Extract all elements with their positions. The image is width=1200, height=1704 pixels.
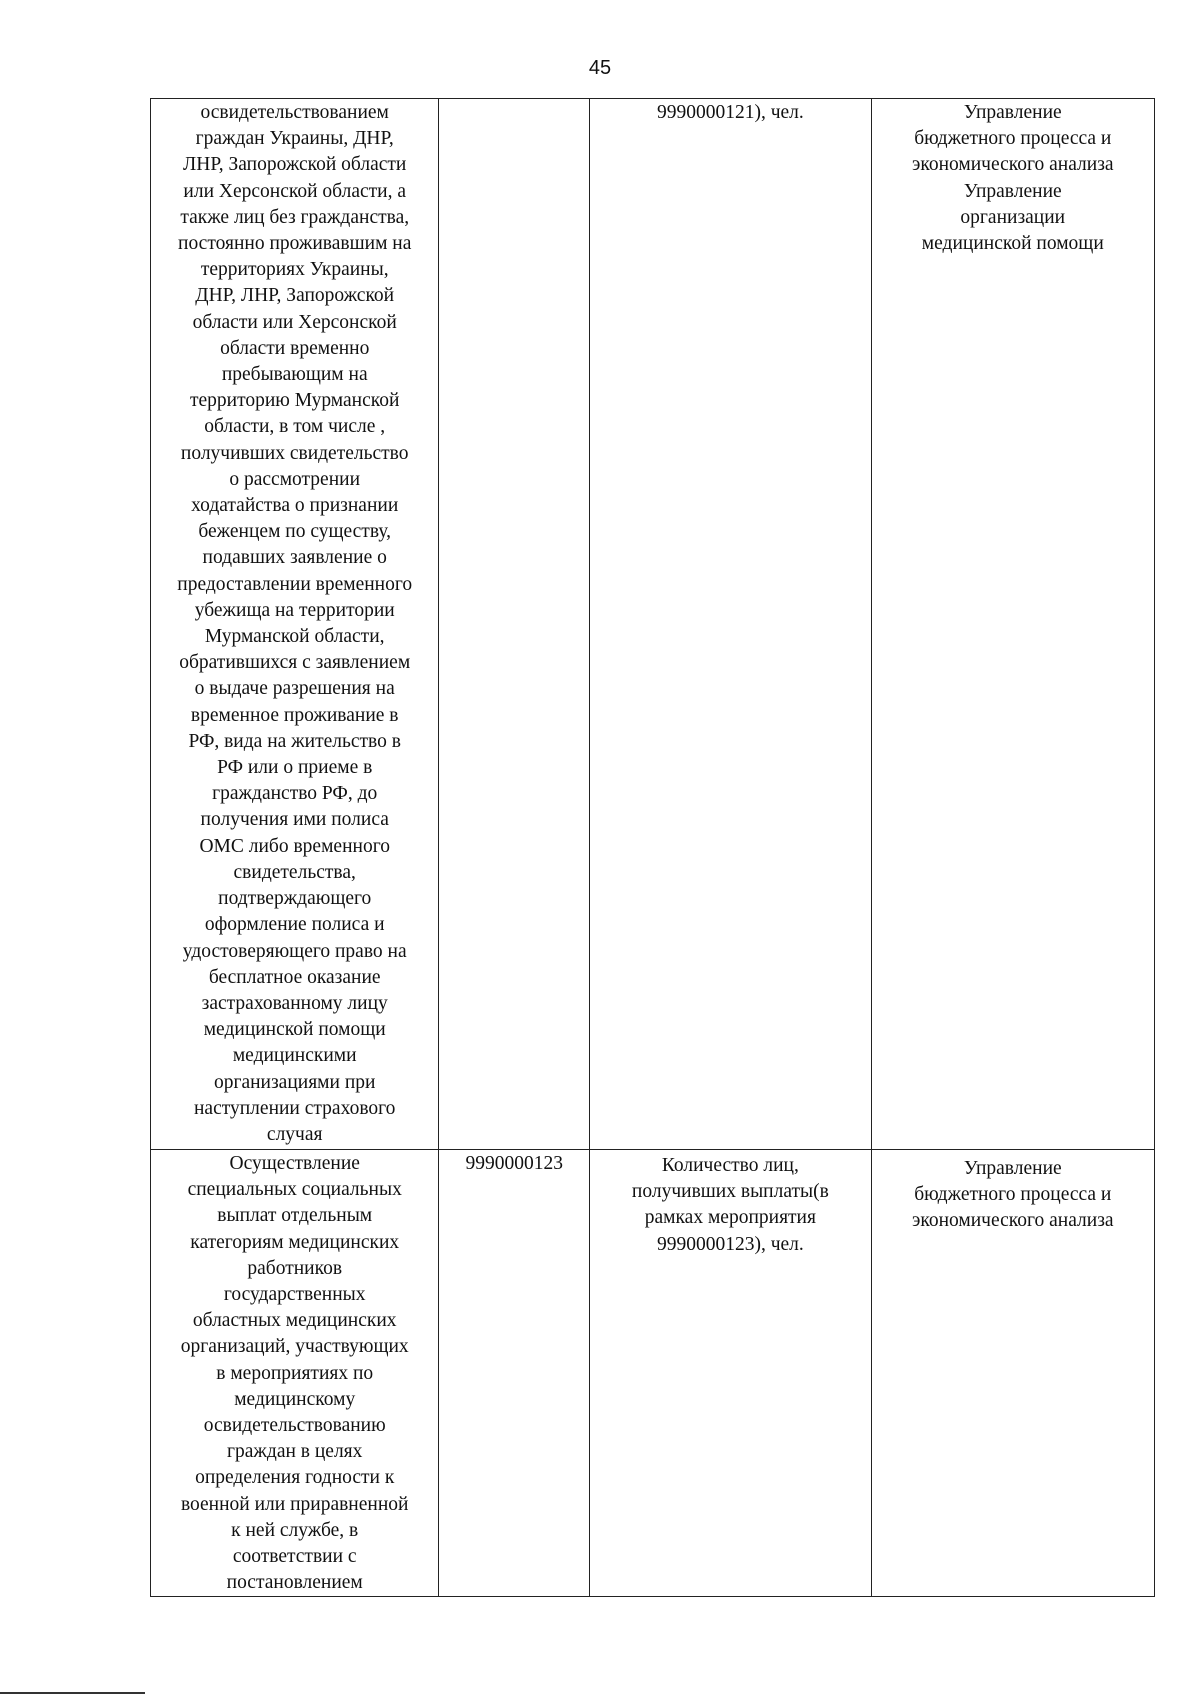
cell-indicator: Количество лиц, получивших выплаты(в рамках мероприятия 9990000123), чел. [590,1150,871,1597]
table-row [151,99,1155,1150]
cell-description: Осуществление специальных социальных выплат отдельным категориям медицинских работников государственных областных медицинских организаций, участвующих в мероприятиях по медицинскому освидетельствованию граждан в целях определения годности к военной или приравненной к ней службе, в соответствии с постановлением [151,1150,439,1597]
measures-table [150,98,1155,1597]
footer-rule [0,1692,145,1694]
table-row [151,1150,1155,1597]
page-number: 45 [588,57,612,79]
cell-code [439,99,590,1150]
cell-department: Управление бюджетного процесса и экономического анализа [871,1150,1154,1597]
cell-indicator: 9990000121), чел. [590,99,871,1150]
cell-code: 9990000123 [439,1150,590,1597]
cell-description: освидетельствованием граждан Украины, ДНР, ЛНР, Запорожской области или Херсонской области, а также лиц без гражданства, постоянно проживавшим на территориях Украины, ДНР, ЛНР, Запорожской области или Херсонской области временно пребывающим на территорию Мурманской области, в том числе , получивших свидетельство о рассмотрении ходатайства о признании беженцем по существу, подавших заявление о предоставлении временного убежища на территории Мурманской области, обратившихся с заявлением о выдаче разрешения на временное проживание в РФ, вида на жительство в РФ или о приеме в гражданство РФ, до получения ими полиса ОМС либо временного свидетельства, подтверждающего оформление полиса и удостоверяющего право на бесплатное оказание застрахованному лицу медицинской помощи медицинскими организациями при наступлении страхового случая [151,99,439,1150]
cell-department: Управление бюджетного процесса и экономического анализа Управление организации медицинской помощи [871,99,1154,1150]
